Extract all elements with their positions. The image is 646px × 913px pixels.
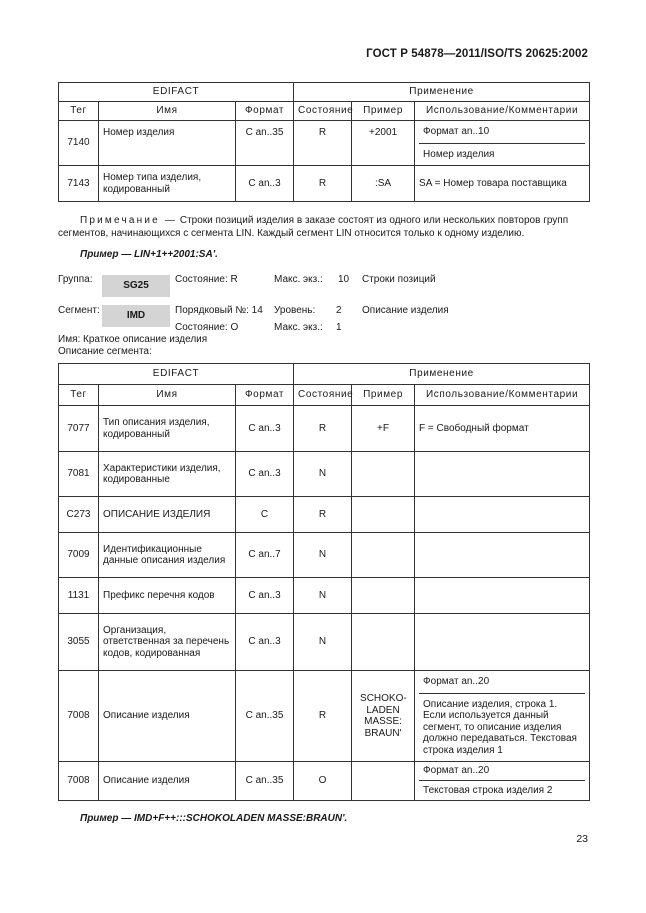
table-row [59, 762, 590, 801]
cell-example [352, 533, 415, 578]
cell-status: R [294, 406, 352, 452]
col-comments: Использование/Комментарии [415, 102, 590, 121]
cell-name: Идентификационные данные описания изделия [99, 533, 236, 578]
cell-tag: 7143 [59, 166, 99, 202]
table-row [59, 452, 590, 497]
cell-status: R [294, 497, 352, 533]
page-number: 23 [576, 833, 588, 845]
cell-tag: 7140 [59, 121, 99, 166]
segment-max-value: 1 [336, 322, 342, 333]
col-format: Формат [236, 385, 294, 406]
cell-name: Номер изделия [99, 121, 236, 166]
cell-comment: SA = Номер товара поставщика [415, 166, 590, 202]
cell-status: R [294, 166, 352, 202]
comment-format: Формат an..10 [419, 121, 585, 144]
document-title: ГОСТ Р 54878—2011/ISO/TS 20625:2002 [366, 48, 588, 60]
cell-format: C an..3 [236, 166, 294, 202]
cell-format: C an..3 [236, 452, 294, 497]
note-lead: Примечание — [80, 215, 178, 226]
segment-status: Состояние: O [175, 322, 239, 333]
cell-name: Тип описания изделия, кодированный [99, 406, 236, 452]
comment-text: Номер изделия [423, 148, 495, 160]
cell-example [352, 762, 415, 801]
col-tag: Тег [59, 102, 99, 121]
cell-name: Организация, ответственная за перечень кодов, кодированная [99, 614, 236, 671]
group-label: Группа: [58, 274, 93, 285]
comment-text: Описание изделия, строка 1. Если используется данный сегмент, то описание изделия должно передаваться. Текстовая строка изделия 1 [423, 698, 577, 756]
cell-example: SCHOKO-LADEN MASSE: BRAUN' [352, 671, 415, 762]
group-status: Состояние: R [175, 274, 238, 285]
segment-table-lin [58, 82, 590, 202]
group-max-value: 10 [338, 274, 350, 285]
cell-format: C an..3 [236, 614, 294, 671]
cell-tag: 7081 [59, 452, 99, 497]
table-column-header [59, 385, 590, 406]
segment-max-label: Макс. экз.: [274, 322, 323, 333]
cell-name: Префикс перечня кодов [99, 578, 236, 614]
col-name: Имя [99, 102, 236, 121]
note-text: Строки позиций изделия в заказе состоят из одного или нескольких повторов групп [179, 215, 569, 226]
cell-comment [415, 671, 590, 762]
col-comments: Использование/Комментарии [415, 385, 590, 406]
cell-comment [415, 533, 590, 578]
group-max-label: Макс. экз.: [274, 274, 323, 285]
cell-name: Номер типа изделия, кодированный [99, 166, 236, 202]
cell-format: C [236, 497, 294, 533]
note-text-continued: сегментов, начинающихся с сегмента LIN. Каждый сегмент LIN относится только к одному изделию. [58, 227, 525, 239]
segment-level-value: 2 [336, 305, 342, 316]
table-row [59, 497, 590, 533]
group-description: Строки позиций [362, 274, 436, 285]
segment-seq: Порядковый №: 14 [175, 305, 263, 316]
cell-name: Описание изделия [99, 671, 236, 762]
cell-format: C an..35 [236, 671, 294, 762]
cell-status: O [294, 762, 352, 801]
cell-tag: C273 [59, 497, 99, 533]
cell-format: C an..35 [236, 121, 294, 166]
cell-tag: 7008 [59, 762, 99, 801]
cell-status: N [294, 614, 352, 671]
cell-name: ОПИСАНИЕ ИЗДЕЛИЯ [99, 497, 236, 533]
table-row [59, 406, 590, 452]
cell-example [352, 578, 415, 614]
table-row [59, 166, 590, 202]
cell-example [352, 614, 415, 671]
edifact-header: EDIFACT [59, 83, 294, 102]
table-group-header [59, 83, 590, 102]
cell-status: N [294, 578, 352, 614]
cell-comment [415, 578, 590, 614]
table-row [59, 614, 590, 671]
cell-comment [415, 614, 590, 671]
cell-status: N [294, 452, 352, 497]
cell-name: Описание изделия [99, 762, 236, 801]
cell-format: C an..3 [236, 578, 294, 614]
cell-tag: 3055 [59, 614, 99, 671]
note-paragraph [58, 215, 590, 240]
cell-example: +2001 [352, 121, 415, 166]
edifact-header: EDIFACT [59, 364, 294, 385]
usage-header: Применение [294, 364, 590, 385]
col-example: Пример [352, 102, 415, 121]
cell-comment [415, 121, 590, 166]
comment-format: Формат an..20 [419, 762, 585, 781]
table-row [59, 121, 590, 166]
segment-table-imd [58, 363, 590, 801]
cell-format: C an..35 [236, 762, 294, 801]
cell-comment [415, 452, 590, 497]
cell-example [352, 497, 415, 533]
cell-tag: 1131 [59, 578, 99, 614]
example-lin: Пример — LIN+1++2001:SA'. [80, 249, 218, 260]
col-name: Имя [99, 385, 236, 406]
col-status: Состояние [294, 102, 352, 121]
table-row [59, 578, 590, 614]
table-column-header [59, 102, 590, 121]
cell-status: R [294, 671, 352, 762]
table-row [59, 533, 590, 578]
cell-tag: 7009 [59, 533, 99, 578]
col-example: Пример [352, 385, 415, 406]
cell-comment [415, 497, 590, 533]
cell-comment [415, 762, 590, 801]
group-code-badge: SG25 [102, 275, 170, 297]
cell-format: C an..3 [236, 406, 294, 452]
cell-example [352, 452, 415, 497]
cell-example: :SA [352, 166, 415, 202]
segment-level-label: Уровень: [274, 305, 316, 316]
cell-example: +F [352, 406, 415, 452]
segment-name-line: Имя: Краткое описание изделия [58, 334, 208, 345]
segment-description-line: Описание сегмента: [58, 346, 152, 357]
segment-code-badge: IMD [102, 305, 170, 327]
cell-tag: 7077 [59, 406, 99, 452]
cell-name: Характеристики изделия, кодированные [99, 452, 236, 497]
cell-tag: 7008 [59, 671, 99, 762]
table-row [59, 671, 590, 762]
col-status: Состояние [294, 385, 352, 406]
cell-comment: F = Свободный формат [415, 406, 590, 452]
table-group-header [59, 364, 590, 385]
cell-status: R [294, 121, 352, 166]
col-tag: Тег [59, 385, 99, 406]
cell-status: N [294, 533, 352, 578]
usage-header: Применение [294, 83, 590, 102]
comment-format: Формат an..20 [419, 671, 585, 694]
example-imd: Пример — IMD+F++:::SCHOKOLADEN MASSE:BRAUN'. [80, 813, 348, 824]
comment-text: Текстовая строка изделия 2 [423, 784, 553, 796]
segment-description: Описание изделия [362, 305, 449, 316]
segment-label: Сегмент: [58, 305, 100, 316]
col-format: Формат [236, 102, 294, 121]
cell-format: C an..7 [236, 533, 294, 578]
